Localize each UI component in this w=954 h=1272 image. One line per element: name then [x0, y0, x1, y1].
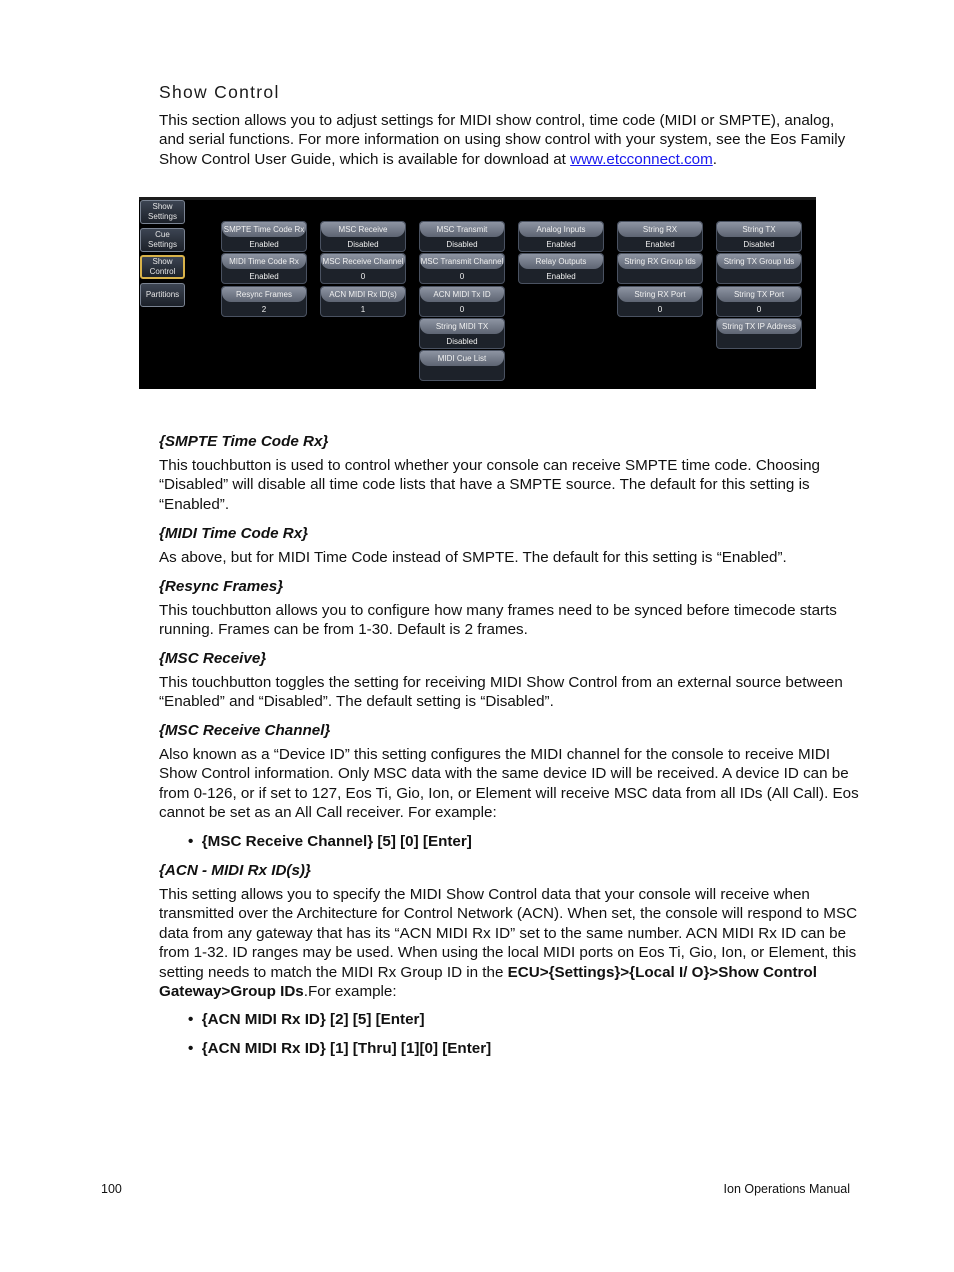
setting-value: Enabled — [546, 240, 576, 249]
show-control-screenshot — [139, 197, 816, 389]
setting-label: String RX — [618, 222, 702, 237]
acn-body-text: This setting allows you to specify the MIDI Show Control data that your console will receive when transmitted over the Architecture for Control Network (ACN). When set, the console will respond to MSC data from any gateway that has its “ACN MIDI Rx ID” set to the same number. ACN MIDI Rx ID can be from 1-32. ID ranges may be used. When using the local MIDI ports on Eos Ti, Gio, Ion, or Element, this setting needs to match the MIDI Rx Group ID in the — [159, 886, 858, 981]
setting-label: MSC Receive — [321, 222, 405, 237]
setting-value: Disabled — [446, 337, 478, 346]
setting-label: String TX Port — [717, 287, 801, 302]
setting-label: MIDI Cue List — [420, 351, 504, 366]
page-number: 100 — [101, 1182, 122, 1196]
setting-button[interactable] — [716, 221, 802, 252]
setting-button[interactable] — [221, 286, 307, 317]
acn-heading: {ACN - MIDI Rx ID(s)} — [159, 862, 311, 879]
setting-value: 0 — [360, 272, 366, 281]
setting-label: String RX Group Ids — [618, 254, 702, 269]
setting-label: MSC Transmit Channel — [420, 254, 504, 269]
setting-button[interactable] — [419, 318, 505, 349]
msc-channel-body: Also known as a “Device ID” this setting configures the MIDI channel for the console to receive MIDI Show Control information. Only MSC data with the same device ID will be received. A device ID can be from 0-126, or if set to 127, Eos Ti, Gio, Ion, or Element will receive MSC data from all IDs (All Call). Eos cannot be set as an All Call receiver. For example: — [159, 746, 859, 822]
setting-label: String TX IP Address — [717, 319, 801, 334]
setting-label: ACN MIDI Rx ID(s) — [321, 287, 405, 302]
acn-example-1: {ACN MIDI Rx ID} [2] [5] [Enter] — [201, 1011, 425, 1028]
setting-label: String MIDI TX — [420, 319, 504, 334]
setting-value: 0 — [459, 272, 465, 281]
midi-tc-body: As above, but for MIDI Time Code instead of SMPTE. The default for this setting is “Enabled”. — [159, 549, 787, 566]
setting-button[interactable] — [617, 253, 703, 284]
smpte-heading: {SMPTE Time Code Rx} — [159, 433, 329, 450]
setting-value: Disabled — [347, 240, 379, 249]
setting-value: Enabled — [249, 240, 279, 249]
setting-value: Enabled — [645, 240, 675, 249]
setting-label: MIDI Time Code Rx — [222, 254, 306, 269]
setting-button[interactable] — [221, 221, 307, 252]
smpte-body: This touchbutton is used to control whether your console can receive SMPTE time code. Choosing “Disabled” will disable all time code lists that have a SMPTE source. The default for this setting is “Enabled”. — [159, 457, 820, 513]
resync-heading: {Resync Frames} — [159, 578, 284, 595]
setting-value: Enabled — [546, 272, 576, 281]
midi-tc-heading: {MIDI Time Code Rx} — [159, 525, 309, 542]
setting-button[interactable] — [419, 286, 505, 317]
setting-button[interactable] — [419, 253, 505, 284]
setting-label: Resync Frames — [222, 287, 306, 302]
setting-value: 2 — [261, 305, 267, 314]
msc-receive-heading: {MSC Receive} — [159, 650, 267, 667]
setting-value: Disabled — [743, 240, 775, 249]
acn-example-2: {ACN MIDI Rx ID} [1] [Thru] [1][0] [Enter] — [201, 1040, 492, 1057]
section-title: Show Control — [159, 82, 280, 102]
msc-receive-body: This touchbutton toggles the setting for receiving MIDI Show Control from an external source between “Enabled” and “Disabled”. The default setting is “Disabled”. — [159, 674, 843, 711]
setting-button[interactable] — [716, 253, 802, 284]
sidebar-tab[interactable]: Show Control — [140, 255, 185, 279]
acn-body — [159, 885, 859, 1001]
acn-menu-path: ECU>{Settings}>{Local I/ O}>Show Control Gateway>Group IDs — [159, 963, 817, 1001]
intro-paragraph — [159, 111, 859, 169]
setting-value: 0 — [657, 305, 663, 314]
acn-body-end: .For example: — [303, 983, 397, 1001]
setting-label: Relay Outputs — [519, 254, 603, 269]
setting-button[interactable] — [419, 221, 505, 252]
setting-button[interactable] — [518, 221, 604, 252]
manual-title: Ion Operations Manual — [723, 1182, 850, 1196]
sidebar-tab[interactable]: Cue Settings — [140, 228, 185, 252]
acn-bullet-2: • {ACN MIDI Rx ID} [1] [Thru] [1][0] [Enter] — [188, 1040, 492, 1057]
screen-top-bar — [139, 197, 816, 200]
setting-button[interactable] — [716, 318, 802, 349]
setting-label: Analog Inputs — [519, 222, 603, 237]
setting-value: 1 — [360, 305, 366, 314]
setting-label: String TX Group Ids — [717, 254, 801, 269]
setting-label: SMPTE Time Code Rx — [222, 222, 306, 237]
intro-text: This section allows you to adjust settings for MIDI show control, time code (MIDI or SMPTE), analog, and serial functions. For more information on using show control with your system, see the Eos Family Show Control User Guide, which is available for download at — [159, 112, 846, 168]
etcconnect-link[interactable]: www.etcconnect.com — [570, 150, 713, 168]
sidebar-tab[interactable]: Partitions — [140, 283, 185, 307]
setting-button[interactable] — [617, 221, 703, 252]
acn-bullet-1: • {ACN MIDI Rx ID} [2] [5] [Enter] — [188, 1011, 425, 1028]
setting-label: MSC Transmit — [420, 222, 504, 237]
setting-value: Enabled — [249, 272, 279, 281]
setting-label: String TX — [717, 222, 801, 237]
setting-button[interactable] — [320, 253, 406, 284]
setting-label: String RX Port — [618, 287, 702, 302]
setting-button[interactable] — [320, 286, 406, 317]
msc-channel-bullet: • {MSC Receive Channel} [5] [0] [Enter] — [188, 833, 472, 850]
setting-button[interactable] — [617, 286, 703, 317]
intro-end: . — [712, 150, 718, 168]
setting-button[interactable] — [518, 253, 604, 284]
sidebar-tab[interactable]: Show Settings — [140, 200, 185, 224]
setting-button[interactable] — [320, 221, 406, 252]
setting-label: MSC Receive Channel — [321, 254, 405, 269]
resync-body: This touchbutton allows you to configure how many frames need to be synced before timecode starts running. Frames can be from 1-30. Default is 2 frames. — [159, 602, 837, 639]
setting-label: ACN MIDI Tx ID — [420, 287, 504, 302]
msc-channel-example: {MSC Receive Channel} [5] [0] [Enter] — [201, 833, 472, 850]
setting-button[interactable] — [221, 253, 307, 284]
setting-value: 0 — [459, 305, 465, 314]
setting-button[interactable] — [419, 350, 505, 381]
msc-channel-heading: {MSC Receive Channel} — [159, 722, 331, 739]
setting-button[interactable] — [716, 286, 802, 317]
setting-value: Disabled — [446, 240, 478, 249]
setting-value: 0 — [756, 305, 762, 314]
